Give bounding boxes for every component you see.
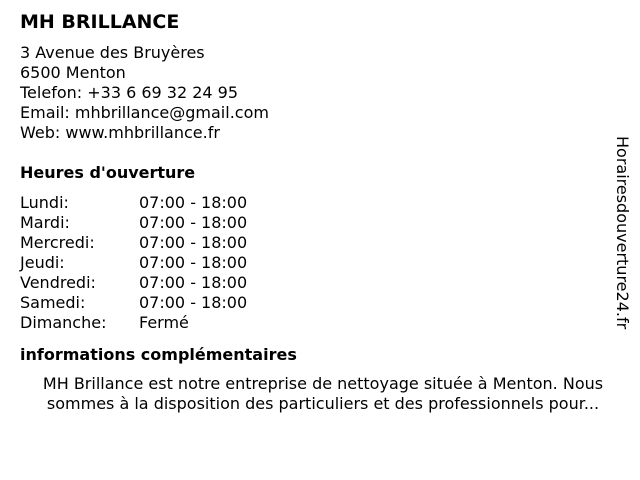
hours-row-monday [20, 193, 610, 213]
opening-hours-heading: Heures d'ouverture [20, 163, 196, 182]
hours-time: 07:00 - 18:00 [139, 293, 248, 312]
hours-day: Samedi: [20, 293, 86, 312]
hours-time: 07:00 - 18:00 [139, 273, 248, 292]
site-watermark: Horairesdouverture24.fr [613, 136, 632, 330]
opening-hours-table [20, 193, 610, 333]
hours-time: 07:00 - 18:00 [139, 193, 248, 212]
web-line: Web: www.mhbrillance.fr [20, 123, 220, 142]
business-name: MH BRILLANCE [20, 11, 180, 33]
hours-row-wednesday [20, 233, 610, 253]
email-line: Email: mhbrillance@gmail.com [20, 103, 269, 122]
additional-info-heading: informations complémentaires [20, 345, 297, 364]
hours-day: Mardi: [20, 213, 70, 232]
hours-day: Lundi: [20, 193, 69, 212]
hours-time: Fermé [139, 313, 189, 332]
address-city: 6500 Menton [20, 63, 126, 82]
hours-row-friday [20, 273, 610, 293]
hours-time: 07:00 - 18:00 [139, 253, 248, 272]
business-card [20, 10, 610, 414]
phone-line: Telefon: +33 6 69 32 24 95 [20, 83, 239, 102]
hours-day: Jeudi: [20, 253, 65, 272]
hours-row-sunday [20, 313, 610, 333]
hours-day: Mercredi: [20, 233, 95, 252]
hours-day: Dimanche: [20, 313, 107, 332]
hours-row-tuesday [20, 213, 610, 233]
hours-day: Vendredi: [20, 273, 96, 292]
hours-row-saturday [20, 293, 610, 313]
hours-time: 07:00 - 18:00 [139, 233, 248, 252]
hours-time: 07:00 - 18:00 [139, 213, 248, 232]
address-block [20, 43, 610, 143]
additional-info-text: MH Brillance est notre entreprise de nettoyage située à Menton. Nous sommes à la disposition des particuliers et des professionnels pour... [42, 374, 604, 413]
address-street: 3 Avenue des Bruyères [20, 43, 205, 62]
hours-row-thursday [20, 253, 610, 273]
